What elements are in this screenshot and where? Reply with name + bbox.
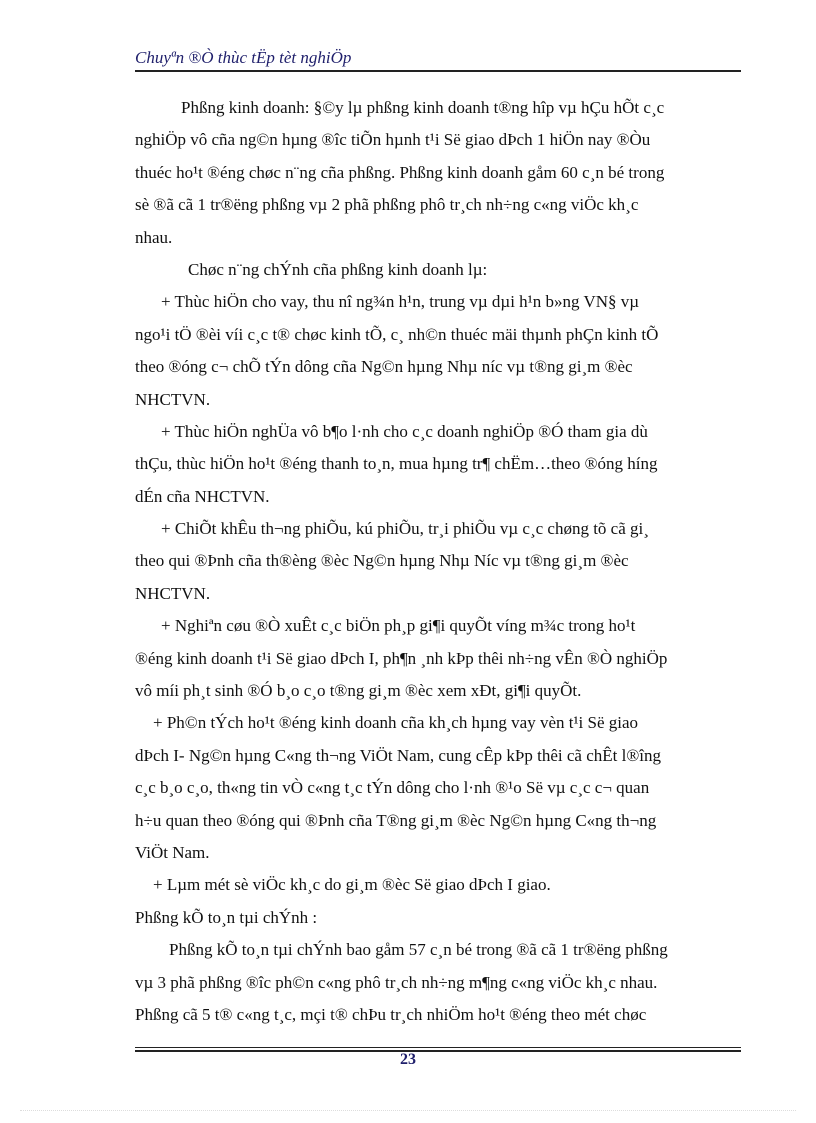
- body-line: ngo¹i tÖ ®èi víi c¸c t® chøc kinh tÕ, c¸ nh©n thuéc mäi thµnh phÇn kinh tÕ: [135, 324, 659, 344]
- body-line: + Ph©n tÝch ho¹t ®éng kinh doanh cña kh¸ch hµng vay vèn t¹i Së giao: [153, 713, 639, 733]
- body-line: nghiÖp vô cña ng©n hµng ®îc tiÕn hµnh t¹i Së giao dÞch 1 hiÖn nay ®Òu: [135, 130, 651, 150]
- body-line: vµ 3 phã phßng ®îc ph©n c«ng phô tr¸ch nh÷ng m¶ng c«ng viÖc kh¸c nhau.: [135, 972, 658, 992]
- body-line: dÉn cña NHCTVN.: [135, 486, 270, 506]
- body-line: Phßng cã 5 t® c«ng t¸c, mçi t® chÞu tr¸ch nhiÖm ho¹t ®éng theo mét chøc: [135, 1004, 647, 1024]
- body-line: theo qui ®Þnh cña th®èng ®èc Ng©n hµng Nhµ Níc vµ t®ng gi¸m ®èc: [135, 551, 629, 571]
- body-line: + Lµm mét sè viÖc kh¸c do gi¸m ®èc Së giao dÞch I giao.: [153, 875, 551, 895]
- running-header-title: Chuyªn ®Ò thùc tËp tèt nghiÖp: [135, 48, 352, 67]
- body-line: Phßng kÕ to¸n tµi chÝnh :: [135, 907, 318, 927]
- body-line: vô míi ph¸t sinh ®Ó b¸o c¸o t®ng gi¸m ®èc xem xÐt, gi¶i quyÕt.: [135, 681, 582, 701]
- body-line: nhau.: [135, 227, 173, 247]
- body-line: NHCTVN.: [135, 389, 211, 409]
- body-line: c¸c b¸o c¸o, th«ng tin vÒ c«ng t¸c tÝn dông cho l·nh ®¹o Së vµ c¸c c¬ quan: [135, 778, 650, 798]
- body-line: NHCTVN.: [135, 583, 211, 603]
- body-line: sè ®ã cã 1 tr®ëng phßng vµ 2 phã phßng phô tr¸ch nh÷ng c«ng viÖc kh¸c: [135, 195, 639, 215]
- body-line: Phßng kÕ to¸n tµi chÝnh bao gåm 57 c¸n bé trong ®ã cã 1 tr®ëng phßng: [169, 940, 668, 960]
- body-line: + Nghiªn cøu ®Ò xuÊt c¸c biÖn ph¸p gi¶i quyÕt víng m¾c trong ho¹t: [161, 616, 636, 636]
- body-line: Chøc n¨ng chÝnh cña phßng kinh doanh lµ:: [188, 259, 488, 279]
- header-divider: [135, 70, 741, 72]
- page-bottom-edge: [20, 1110, 796, 1111]
- body-line: h÷u quan theo ®óng qui ®Þnh cña T®ng gi¸m ®èc Ng©n hµng C«ng th¬ng: [135, 810, 657, 830]
- body-line: thuéc ho¹t ®éng chøc n¨ng cña phßng. Phßng kinh doanh gåm 60 c¸n bé trong: [135, 162, 665, 182]
- document-body: [135, 92, 741, 1031]
- footer-divider-thin: [135, 1047, 741, 1048]
- body-line: thÇu, thùc hiÖn ho¹t ®éng thanh to¸n, mua hµng tr¶ chËm…theo ®óng híng: [135, 454, 658, 474]
- body-line: Phßng kinh doanh: §©y lµ phßng kinh doanh t®ng hîp vµ hÇu hÕt c¸c: [181, 98, 665, 117]
- body-line: + ChiÕt khÊu th¬ng phiÕu, kú phiÕu, tr¸i phiÕu vµ c¸c chøng tõ cã gi¸: [161, 519, 649, 539]
- page-number: 23: [400, 1051, 416, 1068]
- body-line: ®éng kinh doanh t¹i Së giao dÞch I, ph¶n ¸nh kÞp thêi nh÷ng vÊn ®Ò nghiÖp: [135, 648, 668, 668]
- body-line: theo ®óng c¬ chÕ tÝn dông cña Ng©n hµng Nhµ níc vµ t®ng gi¸m ®èc: [135, 357, 633, 377]
- body-line: ViÖt Nam.: [135, 842, 210, 862]
- body-line: dÞch I- Ng©n hµng C«ng th¬ng ViÖt Nam, cung cÊp kÞp thêi cã chÊt l®îng: [135, 745, 661, 765]
- body-line: + Thùc hiÖn cho vay, thu nî ng¾n h¹n, trung vµ dµi h¹n b»ng VN§ vµ: [161, 292, 640, 312]
- body-line: + Thùc hiÖn nghÜa vô b¶o l·nh cho c¸c doanh nghiÖp ®Ó tham gia dù: [161, 421, 648, 441]
